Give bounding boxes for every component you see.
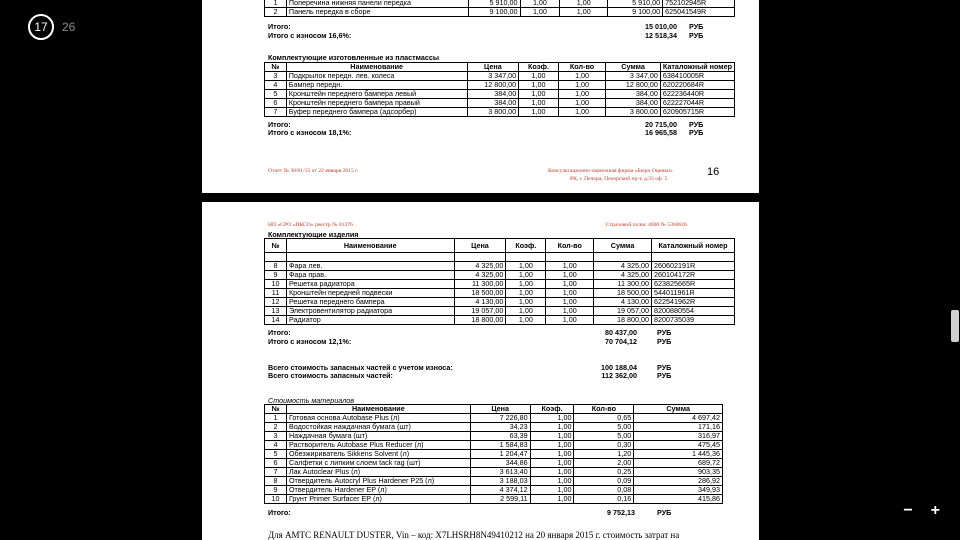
header-registry: НП «СРО «ПКСО» реестр № 01276 — [268, 222, 353, 228]
table-cell: 1,00 — [530, 477, 574, 486]
total-currency: РУБ — [689, 22, 704, 31]
table-cell: Фара лев. — [286, 261, 454, 270]
table-cell: 3 347,00 — [606, 72, 661, 81]
table-cell: Буфер переднего бампера (адсорбер) — [286, 108, 467, 117]
total-pages: 26 — [62, 20, 76, 34]
table-cell: 8 — [265, 477, 287, 486]
table-cell: 7 226,80 — [470, 414, 530, 423]
table-cell: 19 057,00 — [454, 306, 506, 315]
table-row — [265, 8, 735, 17]
table-cell: Решетка переднего бампера — [286, 297, 454, 306]
table-cell: Бампер передн. — [286, 81, 467, 90]
table-cell: 18 500,00 — [594, 288, 652, 297]
table-cell: 3 — [265, 432, 287, 441]
grand-total-with-wear-label: Всего стоимость запасных частей с учетом износа: — [268, 363, 453, 372]
table-cell: 1,00 — [558, 99, 606, 108]
table-cell: 12 — [265, 297, 287, 306]
table-cell: 9 — [265, 270, 287, 279]
total-wear-label: Итого с износом 16,6%: — [268, 31, 352, 40]
parts-table-top — [264, 0, 735, 17]
table-cell: 1,00 — [560, 0, 608, 8]
total-label: Итого: — [268, 328, 291, 337]
table-cell: 8200880554 — [652, 306, 735, 315]
table-cell: 34,23 — [470, 423, 530, 432]
table-cell: 260104172R — [652, 270, 735, 279]
table-cell: 1 445,36 — [634, 450, 723, 459]
table-cell: 13 — [265, 306, 287, 315]
total-value: 80 437,00 — [605, 328, 637, 337]
table-cell: 544011961R — [652, 288, 735, 297]
total-currency: РУБ — [657, 328, 672, 337]
table-cell: 1,00 — [546, 306, 594, 315]
table-cell: 18 500,00 — [454, 288, 506, 297]
column-header: Сумма — [594, 239, 652, 253]
column-header: Каталожный номер — [660, 63, 734, 72]
document-page-16 — [202, 0, 759, 193]
table-cell: Радиатор — [286, 315, 454, 324]
table-cell: 475,45 — [634, 441, 723, 450]
total-value: 15 010,00 — [645, 22, 677, 31]
table-cell: 622541962R — [652, 297, 735, 306]
table-cell: 63,39 — [470, 432, 530, 441]
table-cell: 1,00 — [520, 0, 560, 8]
table-cell: 4 — [265, 81, 287, 90]
table-cell: 689,72 — [634, 459, 723, 468]
table-cell: 1,00 — [560, 8, 608, 17]
zoom-controls — [903, 502, 940, 520]
table-cell: 1,00 — [530, 441, 574, 450]
table-cell: 1,00 — [530, 495, 574, 504]
table-cell: 1,00 — [519, 90, 559, 99]
table-cell: 4 130,00 — [594, 297, 652, 306]
table-cell: 14 — [265, 315, 287, 324]
table-cell: Салфетки с липким слоем tack rag (шт) — [286, 459, 470, 468]
table-cell: 9 — [265, 486, 287, 495]
table-cell: 286,92 — [634, 477, 723, 486]
table-cell: 4 325,00 — [594, 261, 652, 270]
table-cell: Кронштейн передней подвески — [286, 288, 454, 297]
grand-total-label: Всего стоимость запасных частей: — [268, 371, 393, 380]
table-cell: 12 800,00 — [467, 81, 519, 90]
table-cell: 18 800,00 — [594, 315, 652, 324]
column-header: Наименование — [286, 405, 470, 414]
column-header: Коэф. — [530, 405, 574, 414]
column-header: Кол-во — [546, 239, 594, 253]
header-insurance: Страховой полис 4000 № 5360626 — [606, 222, 687, 228]
table-cell: 0,08 — [574, 486, 634, 495]
table-cell: 4 325,00 — [454, 261, 506, 270]
materials-table — [264, 404, 723, 504]
table-cell: 384,00 — [467, 99, 519, 108]
table-cell — [265, 253, 287, 262]
table-cell: 344,86 — [470, 459, 530, 468]
table-cell: 8 — [265, 261, 287, 270]
table-cell: 384,00 — [606, 99, 661, 108]
table-cell: 3 188,03 — [470, 477, 530, 486]
table-cell: 11 300,00 — [594, 279, 652, 288]
table-cell: 349,93 — [634, 486, 723, 495]
table-cell: 10 — [265, 495, 287, 504]
table-cell: 2 — [265, 423, 287, 432]
column-header: Коэф. — [506, 239, 546, 253]
column-header: Наименование — [286, 63, 467, 72]
table-cell: 4 — [265, 441, 287, 450]
table-row — [265, 288, 735, 297]
total-wear-value: 12 518,34 — [645, 31, 677, 40]
table-row — [265, 306, 735, 315]
total-currency: РУБ — [689, 120, 704, 129]
table-cell: Кронштейн переднего бампера правый — [286, 99, 467, 108]
table-cell: 1,00 — [530, 459, 574, 468]
table-cell: Наждачная бумага (шт) — [286, 432, 470, 441]
table-cell: 171,16 — [634, 423, 723, 432]
table-row — [265, 108, 735, 117]
table-cell: 1,00 — [506, 288, 546, 297]
total-label: Итого: — [268, 22, 291, 31]
table-cell: 6 — [265, 99, 287, 108]
table-cell — [454, 253, 506, 262]
table-cell: 2,00 — [574, 459, 634, 468]
table-cell: 903,35 — [634, 468, 723, 477]
table-cell: 1,00 — [530, 486, 574, 495]
table-cell: 1,00 — [520, 8, 560, 17]
table-cell: 1,00 — [546, 279, 594, 288]
table-cell: 0,25 — [574, 468, 634, 477]
table-cell: 1,00 — [546, 261, 594, 270]
column-header: Сумма — [634, 405, 723, 414]
column-header: Кол-во — [558, 63, 606, 72]
table-cell: Поперечина нижняя панели передка — [286, 0, 468, 8]
table-cell: 1,00 — [546, 315, 594, 324]
total-wear-value: 16 965,58 — [645, 128, 677, 137]
table-cell: 622236440R — [660, 90, 734, 99]
column-header: № — [265, 63, 287, 72]
table-cell: Отвердитель Autocryl Plus Hardener P25 (л) — [286, 477, 470, 486]
table-row — [265, 297, 735, 306]
table-cell: 752102945R — [663, 0, 735, 8]
current-page-badge[interactable]: 17 — [28, 14, 54, 40]
table-cell: 1,00 — [519, 81, 559, 90]
table-cell: 1,00 — [506, 315, 546, 324]
table-cell: 4 325,00 — [454, 270, 506, 279]
grand-total-with-wear-currency: РУБ — [657, 363, 672, 372]
table-cell: 1,00 — [558, 72, 606, 81]
table-row — [265, 279, 735, 288]
column-header: Коэф. — [519, 63, 559, 72]
table-cell: 1,00 — [530, 432, 574, 441]
table-cell: 1,00 — [558, 90, 606, 99]
table-cell: 5 — [265, 90, 287, 99]
table-cell: 0,65 — [574, 414, 634, 423]
table-row — [265, 270, 735, 279]
footer-company: Консультационно-оценочная фирма «Бюро Оценки» — [548, 168, 673, 174]
total-label: Итого: — [268, 120, 291, 129]
table-cell: 0,16 — [574, 495, 634, 504]
page-number: 16 — [707, 166, 720, 178]
table-cell: 1,00 — [506, 306, 546, 315]
table-cell: Отвердитель Hardener EP (л) — [286, 486, 470, 495]
table-cell: 384,00 — [606, 90, 661, 99]
table-cell: 1 584,83 — [470, 441, 530, 450]
footer-report-number: Отчет № 30/01/15 от 22 января 2015 г. — [268, 168, 359, 174]
total-wear-currency: РУБ — [657, 337, 672, 346]
table-cell: 1,00 — [546, 297, 594, 306]
table-cell: 1,20 — [574, 450, 634, 459]
table-cell: 9 100,00 — [468, 8, 520, 17]
table-cell: 2 — [265, 8, 287, 17]
column-header: № — [265, 239, 287, 253]
materials-total-label: Итого: — [268, 508, 291, 517]
table-cell — [652, 253, 735, 262]
table-cell: Водостойкая наждачная бумага (шт) — [286, 423, 470, 432]
scrollbar-thumb[interactable] — [951, 310, 959, 342]
table-cell: Панель передка в сборе — [286, 8, 468, 17]
table-cell: 11 — [265, 288, 287, 297]
page-indicator — [28, 14, 75, 40]
column-header: Цена — [454, 239, 506, 253]
section-title: Комплектующие изделия — [268, 230, 359, 239]
table-row — [265, 495, 723, 504]
table-row — [265, 315, 735, 324]
table-cell: 1,00 — [506, 279, 546, 288]
table-cell: 18 800,00 — [454, 315, 506, 324]
table-cell: 1 — [265, 414, 287, 423]
table-cell: 1 — [265, 0, 287, 8]
grand-total-value: 112 362,00 — [601, 371, 637, 380]
table-cell: 3 800,00 — [467, 108, 519, 117]
table-cell: 1,00 — [506, 270, 546, 279]
table-cell: 7 — [265, 468, 287, 477]
table-cell: 8200735039 — [652, 315, 735, 324]
table-cell: 4 325,00 — [594, 270, 652, 279]
table-cell: 1,00 — [530, 468, 574, 477]
total-wear-currency: РУБ — [689, 128, 704, 137]
table-cell: 19 057,00 — [594, 306, 652, 315]
table-cell: 3 347,00 — [467, 72, 519, 81]
table-cell: 5 910,00 — [468, 0, 520, 8]
conclusion-text: Для АМТС RENAULT DUSTER, Vin – код: X7LHSRH8N49410212 на 20 января 2015 г. стоимость затрат на — [268, 530, 680, 540]
total-wear-label: Итого с износом 18,1%: — [268, 128, 352, 137]
table-cell: 1,00 — [558, 108, 606, 117]
column-header: Каталожный номер — [652, 239, 735, 253]
table-cell: 1,00 — [506, 297, 546, 306]
table-cell: 5 910,00 — [608, 0, 663, 8]
table-cell: 638410005R — [660, 72, 734, 81]
zoom-out-button[interactable]: − — [903, 502, 913, 519]
column-header: Сумма — [606, 63, 661, 72]
table-cell: 620220684R — [660, 81, 734, 90]
footer-address: РК, г. Печора, Печорский пр-т, д.33 оф. 5 — [570, 176, 668, 182]
table-cell: 384,00 — [467, 90, 519, 99]
column-header: Наименование — [286, 239, 454, 253]
table-cell: 1,00 — [546, 288, 594, 297]
table-cell: 622227044R — [660, 99, 734, 108]
table-cell — [546, 253, 594, 262]
table-cell: 1,00 — [519, 108, 559, 117]
table-cell: 5,00 — [574, 423, 634, 432]
table-cell: 0,09 — [574, 477, 634, 486]
table-cell: 1,00 — [530, 423, 574, 432]
table-cell: Лак Autoclear Plus (л) — [286, 468, 470, 477]
components-table — [264, 238, 735, 325]
table-cell: Решетка радиатора — [286, 279, 454, 288]
table-cell: Электровентилятор радиатора — [286, 306, 454, 315]
table-cell: Фара прав. — [286, 270, 454, 279]
table-cell: 9 100,00 — [608, 8, 663, 17]
table-cell: 1,00 — [519, 72, 559, 81]
vertical-scrollbar[interactable] — [950, 0, 960, 540]
table-cell: 4 130,00 — [454, 297, 506, 306]
table-cell: Кронштейн переднего бампера левый — [286, 90, 467, 99]
table-cell: Подкрылок передн. лев. колеса — [286, 72, 467, 81]
table-cell: 11 300,00 — [454, 279, 506, 288]
table-cell: 4 697,42 — [634, 414, 723, 423]
materials-total-value: 9 752,13 — [607, 508, 635, 517]
table-cell: 12 800,00 — [606, 81, 661, 90]
table-cell — [594, 253, 652, 262]
table-cell: 1,00 — [558, 81, 606, 90]
table-cell: 3 613,40 — [470, 468, 530, 477]
table-cell: 2 599,11 — [470, 495, 530, 504]
total-wear-value: 70 704,12 — [605, 337, 637, 346]
table-cell: 1,00 — [506, 261, 546, 270]
table-cell: 3 800,00 — [606, 108, 661, 117]
table-cell: 10 — [265, 279, 287, 288]
table-row — [265, 261, 735, 270]
plastic-parts-table — [264, 62, 735, 117]
total-value: 20 715,00 — [645, 120, 677, 129]
table-cell: 415,86 — [634, 495, 723, 504]
total-wear-label: Итого с износом 12,1%: — [268, 337, 352, 346]
table-cell: 1,00 — [530, 450, 574, 459]
column-header: Кол-во — [574, 405, 634, 414]
table-cell: 1,00 — [530, 414, 574, 423]
table-cell: 7 — [265, 108, 287, 117]
table-cell: 5,00 — [574, 432, 634, 441]
section-title: Комплектующие изготовленные из пластмассы — [268, 53, 440, 62]
table-cell: 1,00 — [519, 99, 559, 108]
column-header: № — [265, 405, 287, 414]
grand-total-with-wear-value: 100 188,04 — [601, 363, 637, 372]
table-cell: 625041549R — [663, 8, 735, 17]
table-cell — [286, 253, 454, 262]
column-header: Цена — [470, 405, 530, 414]
table-cell: Обезжириватель Sikkens Solvent (л) — [286, 450, 470, 459]
table-cell: 1,00 — [546, 270, 594, 279]
materials-total-currency: РУБ — [657, 508, 672, 517]
table-cell: 623825665R — [652, 279, 735, 288]
total-wear-currency: РУБ — [689, 31, 704, 40]
grand-total-currency: РУБ — [657, 371, 672, 380]
materials-title: Стоимость материалов — [268, 396, 354, 405]
column-header: Цена — [467, 63, 519, 72]
table-cell: 1 204,47 — [470, 450, 530, 459]
table-cell — [506, 253, 546, 262]
table-cell: Растворитель Autobase Plus Reducer (л) — [286, 441, 470, 450]
table-cell: 316,97 — [634, 432, 723, 441]
table-cell: 260602191R — [652, 261, 735, 270]
table-cell: 3 — [265, 72, 287, 81]
table-cell: 6 — [265, 459, 287, 468]
table-cell: 5 — [265, 450, 287, 459]
table-cell: Готовая основа Autobase Plus (л) — [286, 414, 470, 423]
zoom-in-button[interactable]: + — [930, 502, 940, 519]
document-page-17 — [202, 202, 759, 540]
table-cell: 0,30 — [574, 441, 634, 450]
table-cell: 620905715R — [660, 108, 734, 117]
table-cell: 4 374,12 — [470, 486, 530, 495]
table-cell: Грунт Primer Surfacer EP (л) — [286, 495, 470, 504]
